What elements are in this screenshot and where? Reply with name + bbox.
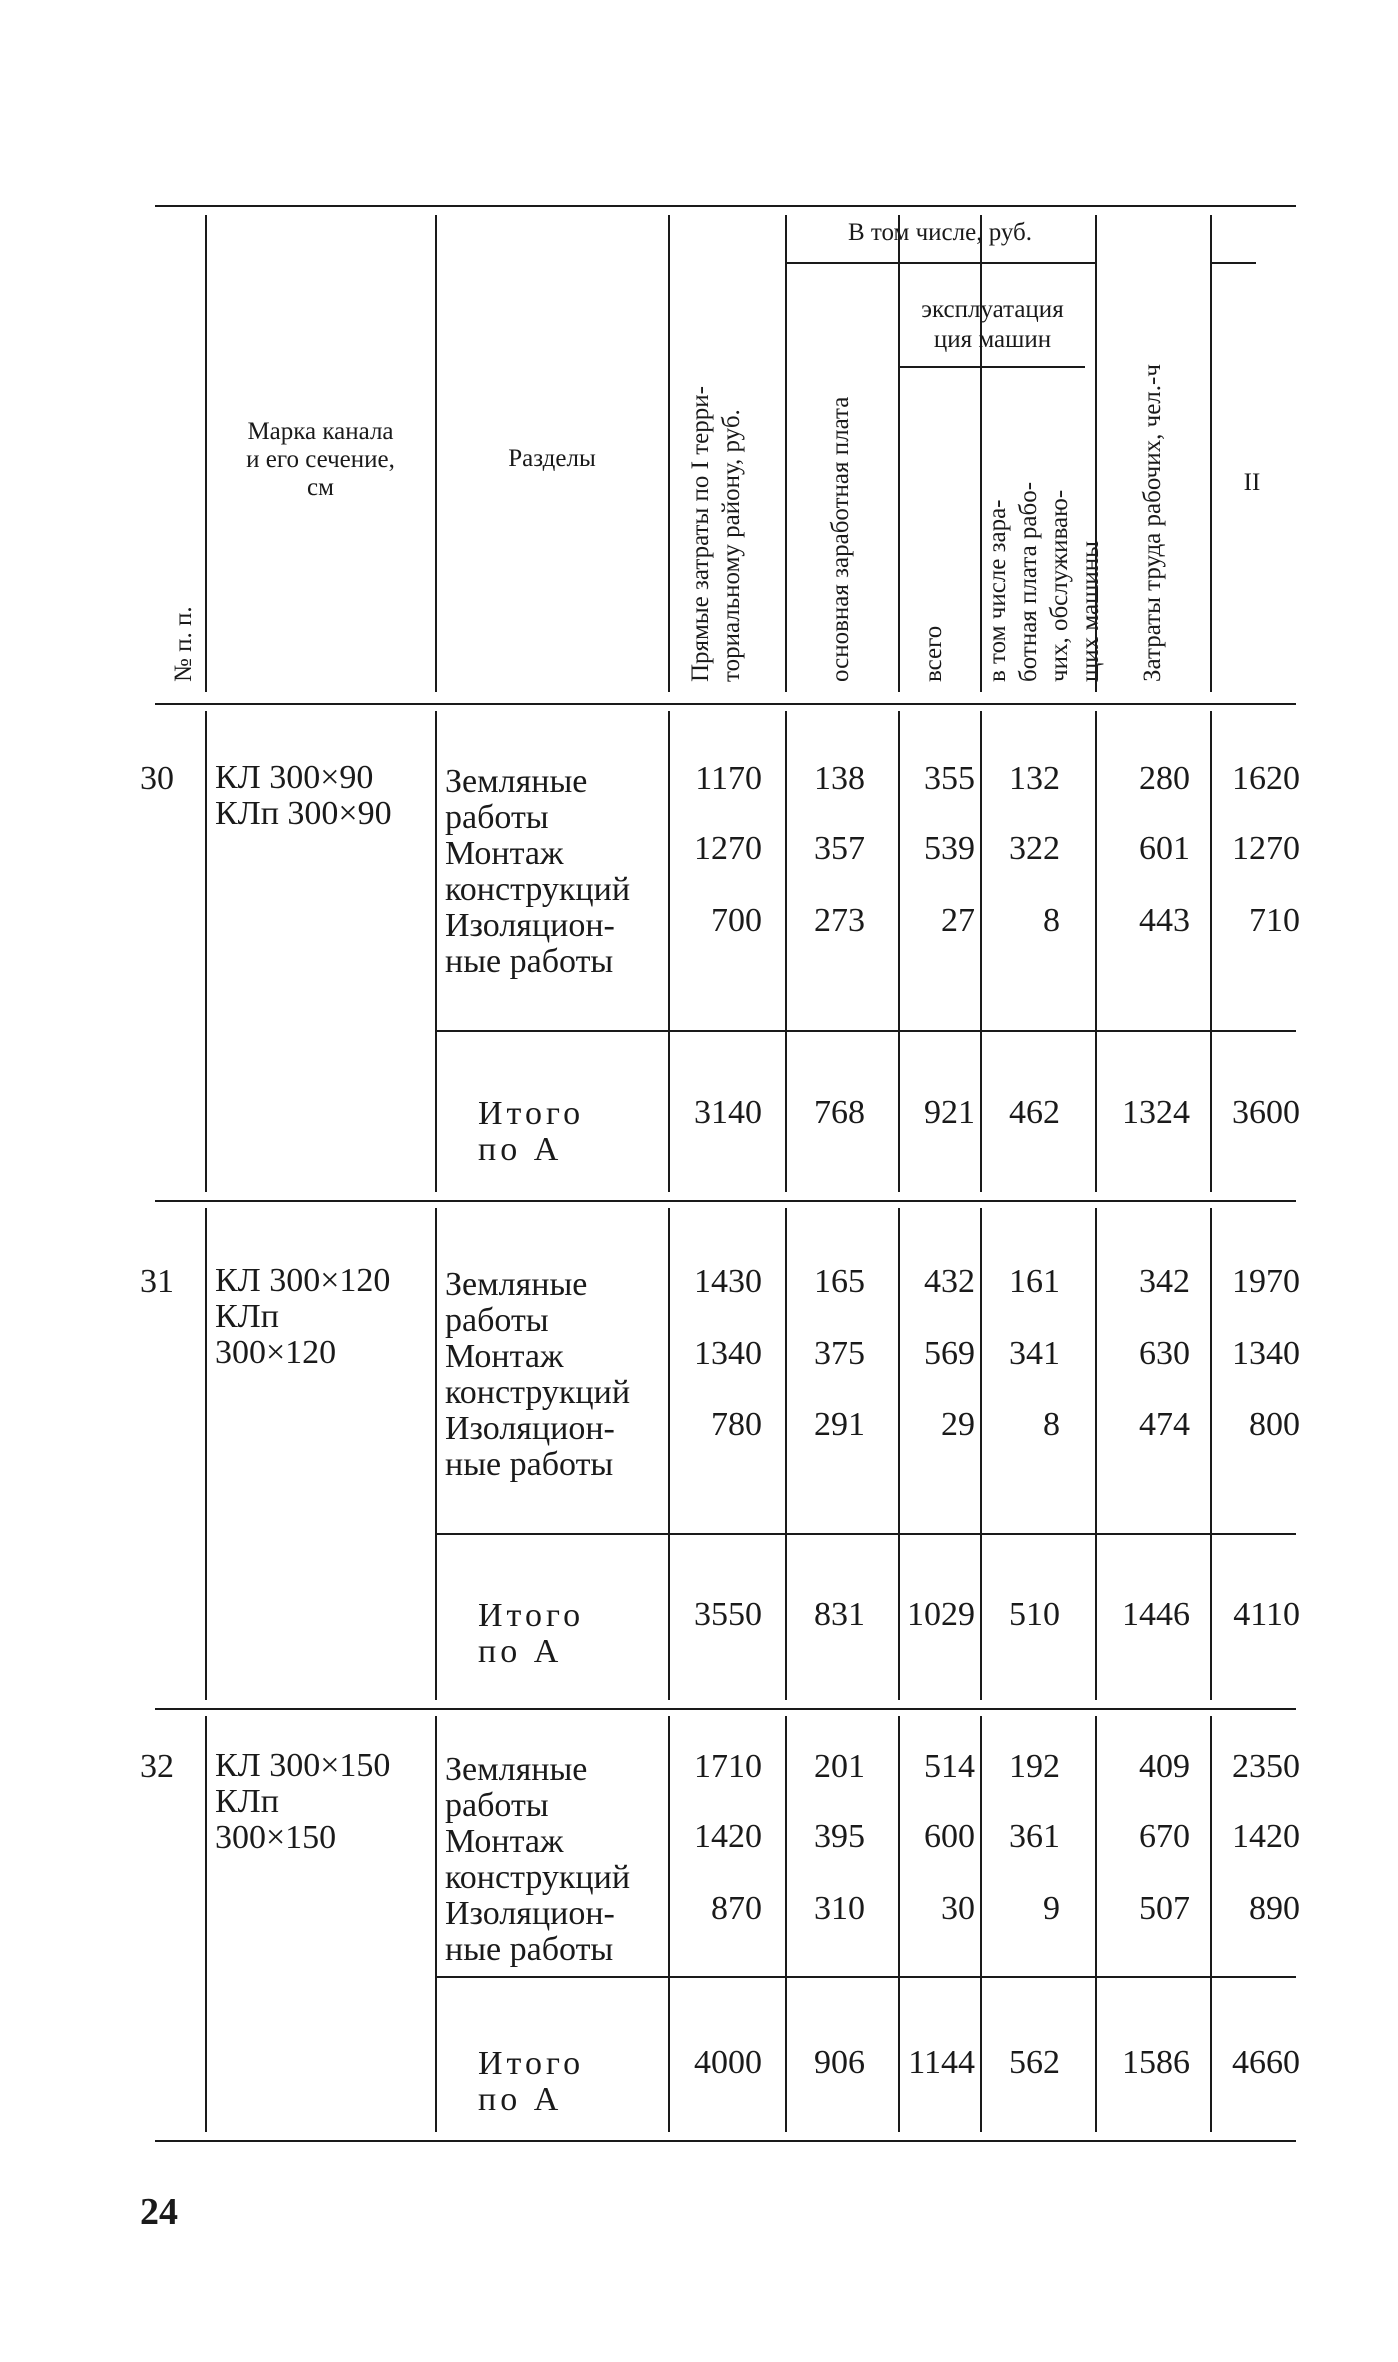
total-value: 1144 xyxy=(908,2044,975,2081)
total-label: Итого по А xyxy=(478,1597,585,1670)
cell-value: 361 xyxy=(1009,1818,1060,1855)
cell-value: 29 xyxy=(941,1406,975,1443)
cell-value: 291 xyxy=(814,1406,865,1443)
cell-value: 474 xyxy=(1139,1406,1190,1443)
table-rule xyxy=(435,1533,1296,1535)
col-header-total: всего xyxy=(920,625,947,682)
total-value: 1029 xyxy=(907,1596,975,1633)
cell-value: 8 xyxy=(1043,902,1060,939)
cell-value: 507 xyxy=(1139,1890,1190,1927)
channel-mark: КЛ 300×90 КЛп 300×90 xyxy=(215,759,392,832)
cell-value: 1970 xyxy=(1232,1263,1300,1300)
table-rule xyxy=(785,262,1095,264)
cell-value: 409 xyxy=(1139,1748,1190,1785)
table-rule xyxy=(435,1030,1296,1032)
cell-value: 1420 xyxy=(1232,1818,1300,1855)
column-rule xyxy=(205,1716,207,2132)
column-rule xyxy=(1210,215,1212,692)
total-value: 3140 xyxy=(694,1094,762,1131)
cell-value: 600 xyxy=(924,1818,975,1855)
table-rule xyxy=(155,205,1296,207)
cell-value: 1170 xyxy=(695,760,762,797)
cell-value: 630 xyxy=(1139,1335,1190,1372)
cell-value: 601 xyxy=(1139,830,1190,867)
total-value: 1324 xyxy=(1122,1094,1190,1131)
table-rule xyxy=(155,1200,1296,1202)
cell-value: 310 xyxy=(814,1890,865,1927)
column-rule xyxy=(435,1208,437,1700)
cell-value: 890 xyxy=(1249,1890,1300,1927)
cell-value: 1270 xyxy=(1232,830,1300,867)
cell-value: 539 xyxy=(924,830,975,867)
section-names: Земляные работы Монтаж конструкций Изоляцион- ные работы xyxy=(445,763,631,980)
cell-value: 322 xyxy=(1009,830,1060,867)
cell-value: 161 xyxy=(1009,1263,1060,1300)
col-header-including: В том числе, руб. xyxy=(847,219,1033,246)
col-header-wage: основная заработная плата xyxy=(827,396,854,682)
channel-mark: КЛ 300×150 КЛп 300×150 xyxy=(215,1747,391,1856)
total-value: 3550 xyxy=(694,1596,762,1633)
row-number: 32 xyxy=(140,1748,174,1785)
cell-value: 870 xyxy=(711,1890,762,1927)
total-value: 1446 xyxy=(1122,1596,1190,1633)
cell-value: 780 xyxy=(711,1406,762,1443)
total-value: 1586 xyxy=(1122,2044,1190,2081)
column-rule xyxy=(205,711,207,1192)
total-value: 4660 xyxy=(1232,2044,1300,2081)
cell-value: 201 xyxy=(814,1748,865,1785)
col-header-ii: II xyxy=(1243,469,1261,496)
cell-value: 1430 xyxy=(694,1263,762,1300)
total-label: Итого по А xyxy=(478,1095,585,1168)
cell-value: 1710 xyxy=(694,1748,762,1785)
column-rule xyxy=(668,215,670,692)
cell-value: 355 xyxy=(924,760,975,797)
total-value: 921 xyxy=(924,1094,975,1131)
cell-value: 30 xyxy=(941,1890,975,1927)
cell-value: 342 xyxy=(1139,1263,1190,1300)
total-value: 3600 xyxy=(1232,1094,1300,1131)
cell-value: 357 xyxy=(814,830,865,867)
column-rule xyxy=(785,215,787,692)
col-header-incl-wage: в том числе зара- ботная плата рабо- чих, обслуживаю- щих машины xyxy=(984,481,1104,682)
section-names: Земляные работы Монтаж конструкций Изоляцион- ные работы xyxy=(445,1266,631,1483)
cell-value: 8 xyxy=(1043,1406,1060,1443)
cell-value: 569 xyxy=(924,1335,975,1372)
row-number: 31 xyxy=(140,1263,174,1300)
col-header-mark: Марка канала и его сечение, см xyxy=(246,418,395,501)
column-rule xyxy=(898,215,900,692)
cell-value: 27 xyxy=(941,902,975,939)
cell-value: 395 xyxy=(814,1818,865,1855)
total-value: 462 xyxy=(1009,1094,1060,1131)
total-value: 906 xyxy=(814,2044,865,2081)
total-value: 4000 xyxy=(694,2044,762,2081)
column-rule xyxy=(435,1716,437,2132)
table-rule xyxy=(1210,262,1256,264)
col-header-direct: Прямые затраты по I терри- ториальному району, руб. xyxy=(687,386,745,682)
table-rule xyxy=(155,703,1296,705)
cell-value: 432 xyxy=(924,1263,975,1300)
total-value: 768 xyxy=(814,1094,865,1131)
cell-value: 192 xyxy=(1009,1748,1060,1785)
cell-value: 132 xyxy=(1009,760,1060,797)
cell-value: 280 xyxy=(1139,760,1190,797)
table-rule xyxy=(155,1708,1296,1710)
cell-value: 443 xyxy=(1139,902,1190,939)
cell-value: 514 xyxy=(924,1748,975,1785)
section-names: Земляные работы Монтаж конструкций Изоляцион- ные работы xyxy=(445,1751,631,1968)
table-rule xyxy=(898,366,1085,368)
cell-value: 1270 xyxy=(694,830,762,867)
row-number: 30 xyxy=(140,760,174,797)
cell-value: 670 xyxy=(1139,1818,1190,1855)
table-rule xyxy=(435,1976,1296,1978)
cell-value: 700 xyxy=(711,902,762,939)
total-value: 4110 xyxy=(1233,1596,1300,1633)
cell-value: 341 xyxy=(1009,1335,1060,1372)
cell-value: 800 xyxy=(1249,1406,1300,1443)
cell-value: 273 xyxy=(814,902,865,939)
total-value: 562 xyxy=(1009,2044,1060,2081)
col-header-sections: Разделы xyxy=(508,445,596,472)
cell-value: 2350 xyxy=(1232,1748,1300,1785)
cell-value: 710 xyxy=(1249,902,1300,939)
cell-value: 1340 xyxy=(694,1335,762,1372)
col-header-no: № п. п. xyxy=(170,606,197,682)
cell-value: 9 xyxy=(1043,1890,1060,1927)
cell-value: 375 xyxy=(814,1335,865,1372)
channel-mark: КЛ 300×120 КЛп 300×120 xyxy=(215,1262,391,1371)
cell-value: 165 xyxy=(814,1263,865,1300)
cell-value: 1620 xyxy=(1232,760,1300,797)
col-header-machines: эксплуатация ция машин xyxy=(921,296,1064,353)
col-header-labor: Затраты труда рабочих, чел.-ч xyxy=(1139,364,1166,682)
column-rule xyxy=(435,711,437,1192)
page-number: 24 xyxy=(140,2191,178,2233)
cell-value: 138 xyxy=(814,760,865,797)
column-rule xyxy=(205,1208,207,1700)
cell-value: 1420 xyxy=(694,1818,762,1855)
column-rule xyxy=(205,215,207,692)
total-value: 831 xyxy=(814,1596,865,1633)
total-value: 510 xyxy=(1009,1596,1060,1633)
column-rule xyxy=(435,215,437,692)
total-label: Итого по А xyxy=(478,2045,585,2118)
table-rule xyxy=(155,2140,1296,2142)
cell-value: 1340 xyxy=(1232,1335,1300,1372)
